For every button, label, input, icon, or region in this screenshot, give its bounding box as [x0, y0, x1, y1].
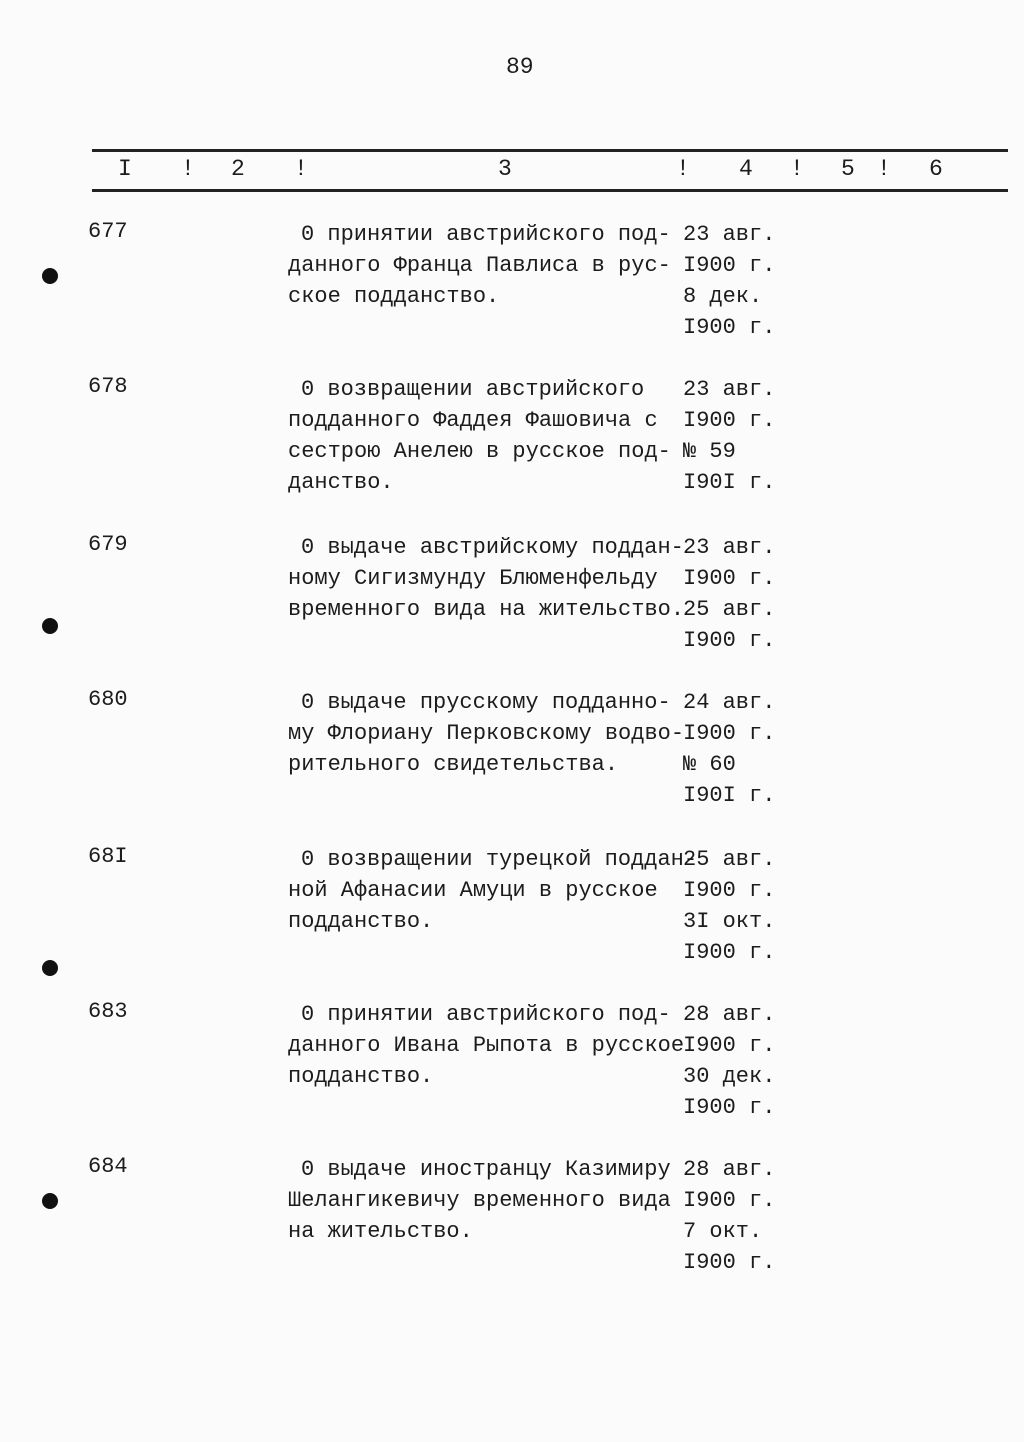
date-line: 23 авг.	[683, 377, 776, 402]
col-separator: !	[790, 156, 804, 182]
description-line: подданство.	[288, 1064, 434, 1089]
description-line: временного вида на жительство.	[288, 597, 685, 622]
date-line: 23 авг.	[683, 535, 776, 560]
date-line: I900 г.	[683, 1250, 776, 1275]
entry-dates	[683, 999, 775, 1123]
date-line: 8 дек.	[683, 284, 763, 309]
description-line: 0 возвращении австрийского	[301, 377, 645, 402]
description-line: 0 выдаче иностранцу Казимиру	[301, 1157, 671, 1182]
entry-number: 679	[88, 532, 128, 557]
date-line: I900 г.	[683, 1033, 776, 1058]
date-line: I90I г.	[683, 470, 776, 495]
date-line: I900 г.	[683, 940, 776, 965]
entry-number: 677	[88, 219, 128, 244]
entry-description	[288, 687, 684, 780]
entry-description	[288, 999, 684, 1092]
entry-number: 683	[88, 999, 128, 1024]
date-line: 28 авг.	[683, 1002, 776, 1027]
description-line: ское подданство.	[288, 284, 500, 309]
entry-dates	[683, 844, 775, 968]
col-separator: !	[181, 156, 195, 182]
date-line: 25 авг.	[683, 597, 776, 622]
entry-description	[288, 532, 684, 625]
description-line: сестрою Анелею в русское под-	[288, 439, 671, 464]
date-line: 24 авг.	[683, 690, 776, 715]
date-line: I900 г.	[683, 253, 776, 278]
description-line: подданного Фаддея Фашовича с	[288, 408, 658, 433]
date-line: I900 г.	[683, 878, 776, 903]
description-line: му Флориану Перковскому водво-	[288, 721, 685, 746]
description-line: данного Франца Павлиса в рус-	[288, 253, 671, 278]
date-line: I900 г.	[683, 1188, 776, 1213]
description-line: данство.	[288, 470, 394, 495]
description-line: 0 возвращении турецкой поддан-	[301, 847, 698, 872]
page-number: 89	[506, 54, 534, 80]
description-line: ной Афанасии Амуци в русское	[288, 878, 658, 903]
punch-hole	[42, 1193, 58, 1209]
col-3-header: 3	[498, 156, 512, 182]
date-line: 25 авг.	[683, 847, 776, 872]
date-line: I900 г.	[683, 566, 776, 591]
date-line: I90I г.	[683, 783, 776, 808]
col-1-header: I	[118, 156, 132, 182]
entry-description	[288, 219, 671, 312]
date-line: 7 окт.	[683, 1219, 763, 1244]
entry-number: 684	[88, 1154, 128, 1179]
entry-number: 678	[88, 374, 128, 399]
date-line: 23 авг.	[683, 222, 776, 247]
col-separator: !	[676, 156, 690, 182]
entry-description	[288, 374, 671, 498]
col-2-header: 2	[231, 156, 245, 182]
date-line: I900 г.	[683, 315, 776, 340]
description-line: ному Сигизмунду Блюменфельду	[288, 566, 658, 591]
description-line: на жительство.	[288, 1219, 473, 1244]
date-line: 30 дек.	[683, 1064, 776, 1089]
col-separator: !	[294, 156, 308, 182]
description-line: Шелангикевичу временного вида	[288, 1188, 671, 1213]
date-line: 3I окт.	[683, 909, 776, 934]
description-line: 0 принятии австрийского под-	[301, 1002, 671, 1027]
entry-dates	[683, 1154, 775, 1278]
date-line: № 59	[683, 439, 736, 464]
entry-dates	[683, 374, 775, 498]
punch-hole	[42, 268, 58, 284]
date-line: № 60	[683, 752, 736, 777]
punch-hole	[42, 618, 58, 634]
col-4-header: 4	[739, 156, 753, 182]
date-line: I900 г.	[683, 1095, 776, 1120]
entry-dates	[683, 532, 775, 656]
entry-description	[288, 1154, 671, 1247]
description-line: 0 принятии австрийского под-	[301, 222, 671, 247]
entry-dates	[683, 219, 775, 343]
date-line: I900 г.	[683, 721, 776, 746]
punch-hole	[42, 960, 58, 976]
description-line: рительного свидетельства.	[288, 752, 619, 777]
entry-number: 68I	[88, 844, 128, 869]
date-line: I900 г.	[683, 628, 776, 653]
entry-description	[288, 844, 697, 937]
description-line: подданство.	[288, 909, 434, 934]
date-line: 28 авг.	[683, 1157, 776, 1182]
entry-dates	[683, 687, 775, 811]
description-line: данного Ивана Рыпота в русское	[288, 1033, 685, 1058]
entry-number: 680	[88, 687, 128, 712]
header-top-rule	[92, 149, 1008, 152]
col-5-header: 5	[841, 156, 855, 182]
description-line: 0 выдаче прусскому подданно-	[301, 690, 671, 715]
date-line: I900 г.	[683, 408, 776, 433]
description-line: 0 выдаче австрийскому поддан-	[301, 535, 684, 560]
col-6-header: 6	[929, 156, 943, 182]
col-separator: !	[877, 156, 891, 182]
header-bottom-rule	[92, 189, 1008, 192]
